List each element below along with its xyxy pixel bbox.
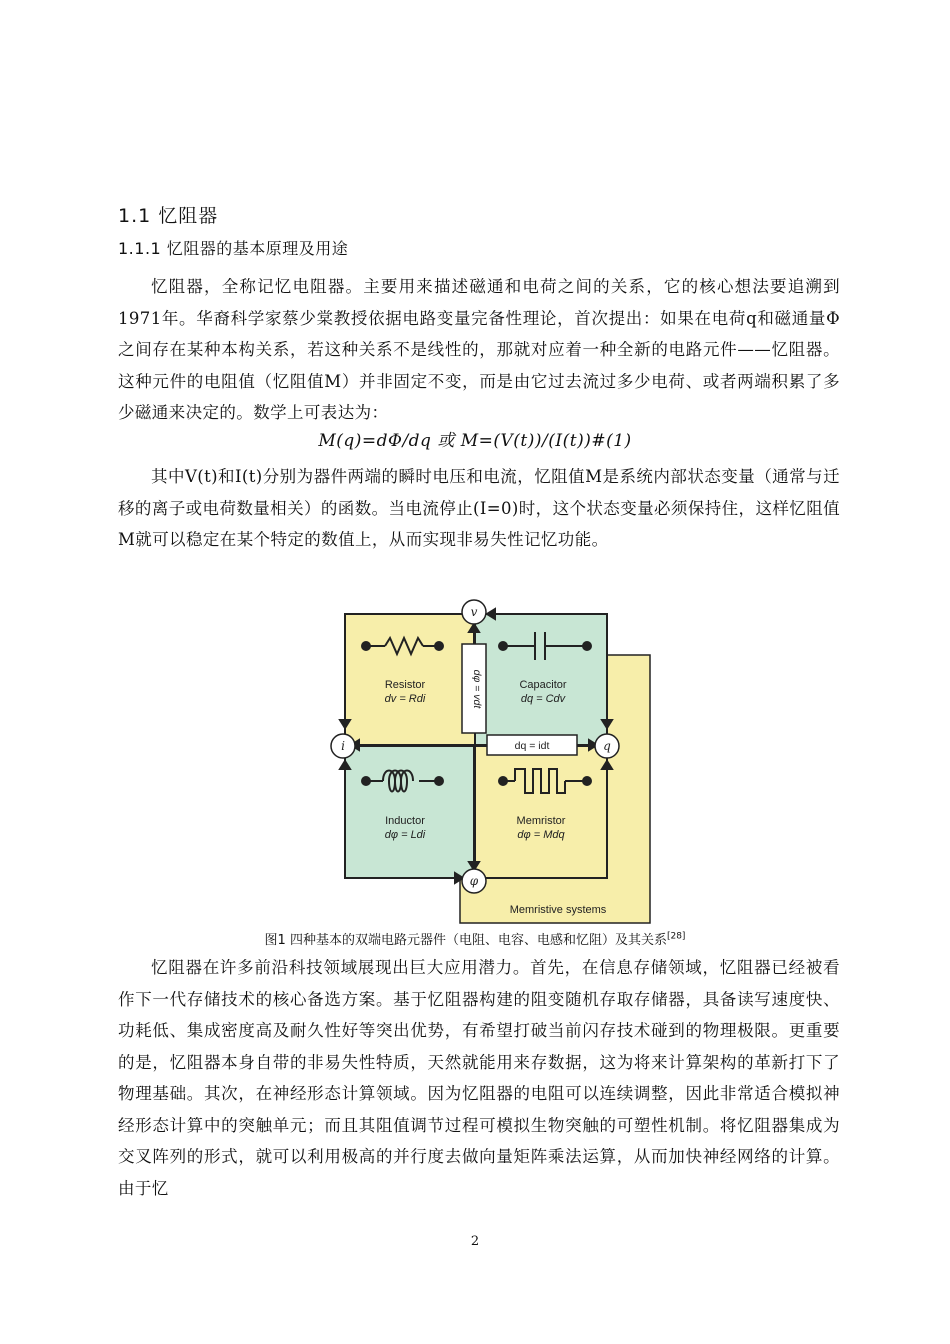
vdt-label: dφ = vdt <box>471 669 483 709</box>
paragraph-state <box>118 461 840 556</box>
inductor-equation: dφ = Ldi <box>384 829 426 841</box>
node-q-label: q <box>603 739 611 753</box>
paragraph-text: 其中V(t)和I(t)分别为器件两端的瞬时电压和电流，忆阻值M是系统内部状态变量（通常与迁移的离子或电荷数量相关）的函数。当电流停止(I=0)时，这个状态变量必须保持住，这样忆阻值M就可以稳定在某个特定的数值上，从而实现非易失性记忆功能。 <box>118 467 840 549</box>
node-v-label: v <box>470 605 478 619</box>
memristive-systems-label: Memristive systems <box>509 904 607 916</box>
resistor-equation: dv = Rdi <box>384 693 426 705</box>
figure-caption <box>0 929 950 948</box>
circuit-elements-figure <box>325 597 655 927</box>
memristor-label: Memristor <box>516 815 566 827</box>
section-heading: 1.1 忆阻器 <box>118 205 219 227</box>
figure-caption-text: 图1 四种基本的双端电路元器件（电阻、电容、电感和忆阻）及其关系 <box>264 933 667 948</box>
figure-caption-ref: [28] <box>666 931 686 942</box>
node-i-label: i <box>341 739 345 753</box>
paragraph-text: 忆阻器在许多前沿科技领域展现出巨大应用潜力。首先，在信息存储领域，忆阻器已经被看作下一代存储技术的核心备选方案。基于忆阻器构建的阻变随机存取存储器，具备读写速度快、功耗低、集成密度高及耐久性好等突出优势，有希望打破当前闪存技术碰到的物理极限。更重要的是，忆阻器本身自带的非易失性特质，天然就能用来存数据，这为将来计算架构的革新打下了物理基础。其次，在神经形态计算领域。因为忆阻器的电阻可以连续调整，因此非常适合模拟神经形态计算中的突触单元；而且其阻值调节过程可模拟生物突触的可塑性机制。将忆阻器集成为交叉阵列的形式，就可以利用极高的并行度去做向量矩阵乘法运算，从而加快神经网络的计算。由于忆 <box>118 958 840 1198</box>
node-phi-label: φ <box>469 874 479 888</box>
subsection-heading: 1.1.1 忆阻器的基本原理及用途 <box>118 239 349 258</box>
equation: M(q)=dΦ/dq 或 M=(V(t))/(I(t))#(1) <box>318 431 632 451</box>
resistor-label: Resistor <box>384 679 426 691</box>
memristor-quadrant <box>475 746 607 878</box>
page-number: 2 <box>470 1234 480 1249</box>
capacitor-equation: dq = Cdv <box>520 693 566 705</box>
inductor-label: Inductor <box>385 815 425 827</box>
inductor-quadrant <box>345 746 475 878</box>
paragraph-text: 忆阻器，全称记忆电阻器。主要用来描述磁通和电荷之间的关系，它的核心想法要追溯到1971年。华裔科学家蔡少棠教授依据电路变量完备性理论，首次提出：如果在电荷q和磁通量Φ之间存在某种本构关系，若这种关系不是线性的，那就对应着一种全新的电路元件——忆阻器。这种元件的电阻值（忆阻值M）并非固定不变，而是由它过去流过多少电荷、或者两端积累了多少磁通来决定的。数学上可表达为： <box>118 277 840 422</box>
capacitor-label: Capacitor <box>519 679 567 691</box>
paragraph-intro <box>118 271 840 429</box>
paragraph-applications <box>118 952 840 1204</box>
idt-label: dq = idt <box>514 740 550 752</box>
memristor-equation: dφ = Mdq <box>517 829 565 841</box>
